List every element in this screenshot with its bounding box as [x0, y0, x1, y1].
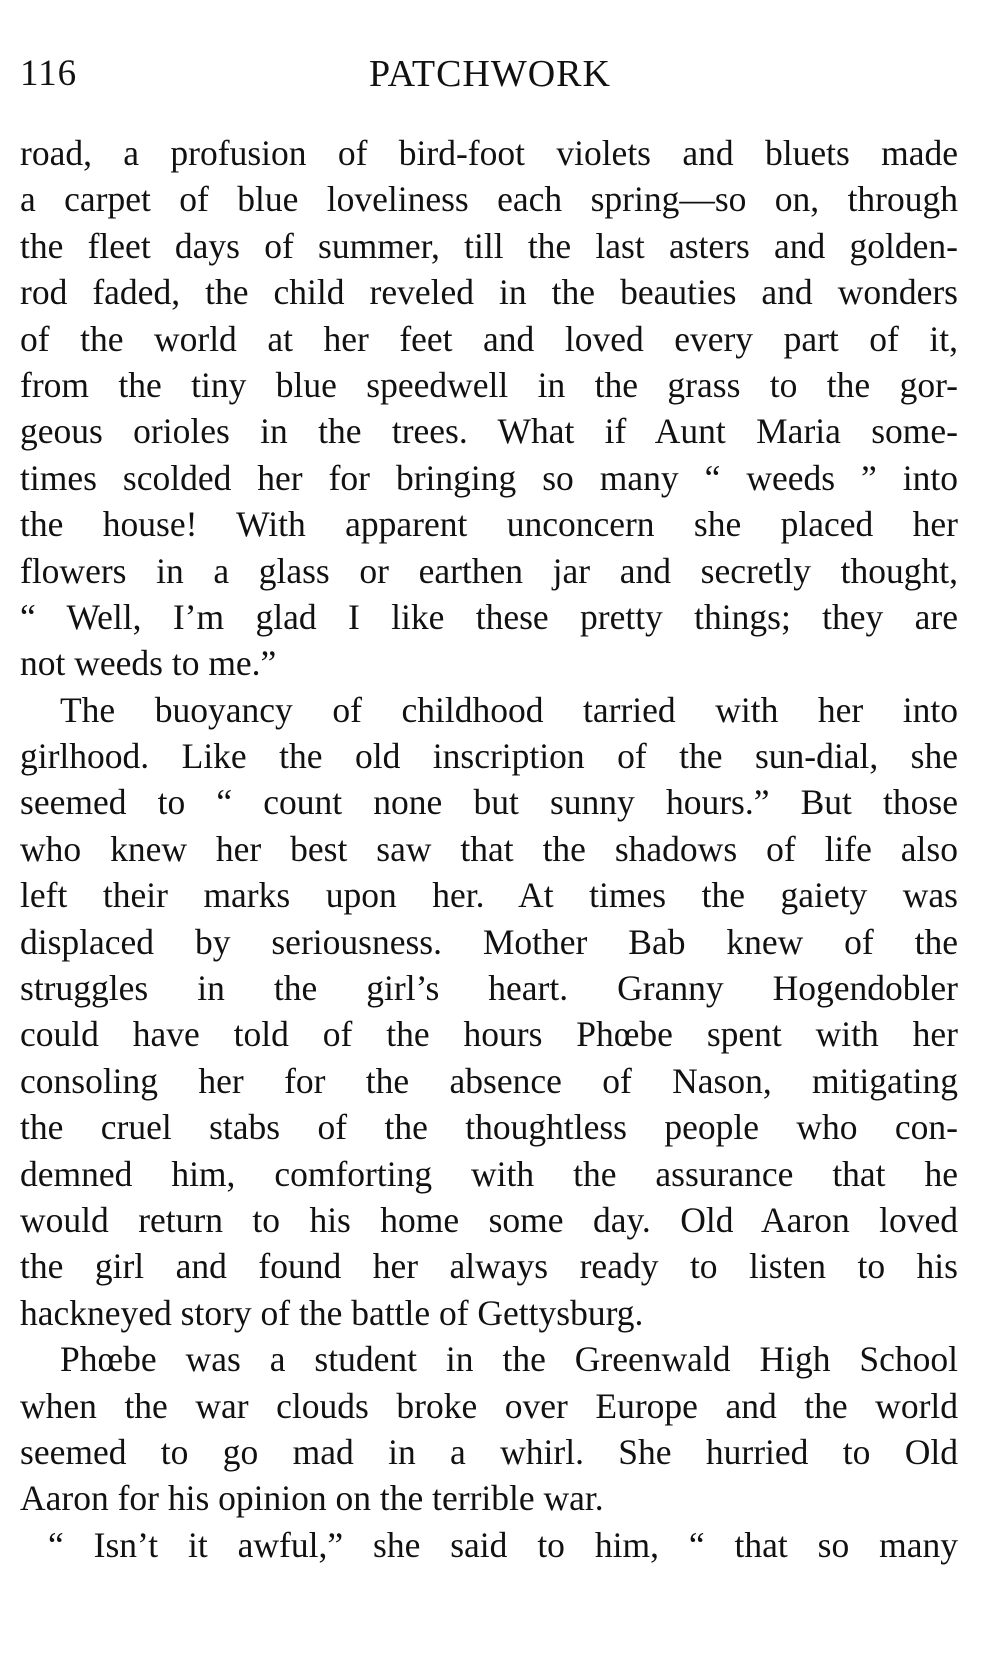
text-line: Phœbe was a student in the Greenwald High School	[60, 1339, 958, 1380]
text-line: seemed to go mad in a whirl. She hurried to Old	[20, 1431, 958, 1472]
page-header	[20, 52, 960, 102]
text-line: consoling her for the absence of Nason, mitigating	[20, 1060, 958, 1101]
page-number: 116	[20, 53, 78, 94]
text-line: who knew her best saw that the shadows of life also	[20, 828, 958, 869]
running-head: PATCHWORK	[369, 53, 611, 95]
text-line: demned him, comforting with the assurance that he	[20, 1153, 958, 1194]
text-line: could have told of the hours Phœbe spent with her	[20, 1014, 958, 1055]
body-text	[20, 130, 958, 1568]
text-line: rod faded, the child reveled in the beauties and wonders	[20, 272, 958, 313]
text-line: hackneyed story of the battle of Gettysburg.	[20, 1292, 644, 1333]
text-line: flowers in a glass or earthen jar and secretly thought,	[20, 550, 958, 591]
text-line: the fleet days of summer, till the last asters and golden-	[20, 225, 958, 266]
text-line: the girl and found her always ready to listen to his	[20, 1246, 958, 1287]
text-line: when the war clouds broke over Europe and the world	[20, 1385, 958, 1426]
text-line: a carpet of blue loveliness each spring—so on, through	[20, 179, 958, 220]
text-line: from the tiny blue speedwell in the grass to the gor-	[20, 364, 958, 405]
text-line: “ Well, I’m glad I like these pretty things; they are	[20, 596, 958, 637]
text-line: “ Isn’t it awful,” she said to him, “ that so many	[48, 1524, 958, 1565]
text-line: struggles in the girl’s heart. Granny Hogendobler	[20, 968, 958, 1009]
text-line: the cruel stabs of the thoughtless people who con-	[20, 1107, 958, 1148]
text-line: seemed to “ count none but sunny hours.” But those	[20, 782, 958, 823]
text-line: the house! With apparent unconcern she placed her	[20, 504, 958, 545]
text-line: would return to his home some day. Old Aaron loved	[20, 1199, 958, 1240]
text-line: The buoyancy of childhood tarried with her into	[60, 689, 958, 730]
text-line: road, a profusion of bird-foot violets and bluets made	[20, 133, 958, 173]
text-line: girlhood. Like the old inscription of the sun-dial, she	[20, 736, 958, 777]
text-line: Aaron for his opinion on the terrible war.	[20, 1478, 604, 1519]
text-line: left their marks upon her. At times the gaiety was	[20, 875, 958, 916]
text-line: times scolded her for bringing so many “ weeds ” into	[20, 457, 958, 498]
text-line: of the world at her feet and loved every part of it,	[20, 318, 958, 359]
text-line: geous orioles in the trees. What if Aunt Maria some-	[20, 411, 958, 452]
text-line: displaced by seriousness. Mother Bab knew of the	[20, 921, 958, 962]
text-line: not weeds to me.”	[20, 643, 277, 684]
